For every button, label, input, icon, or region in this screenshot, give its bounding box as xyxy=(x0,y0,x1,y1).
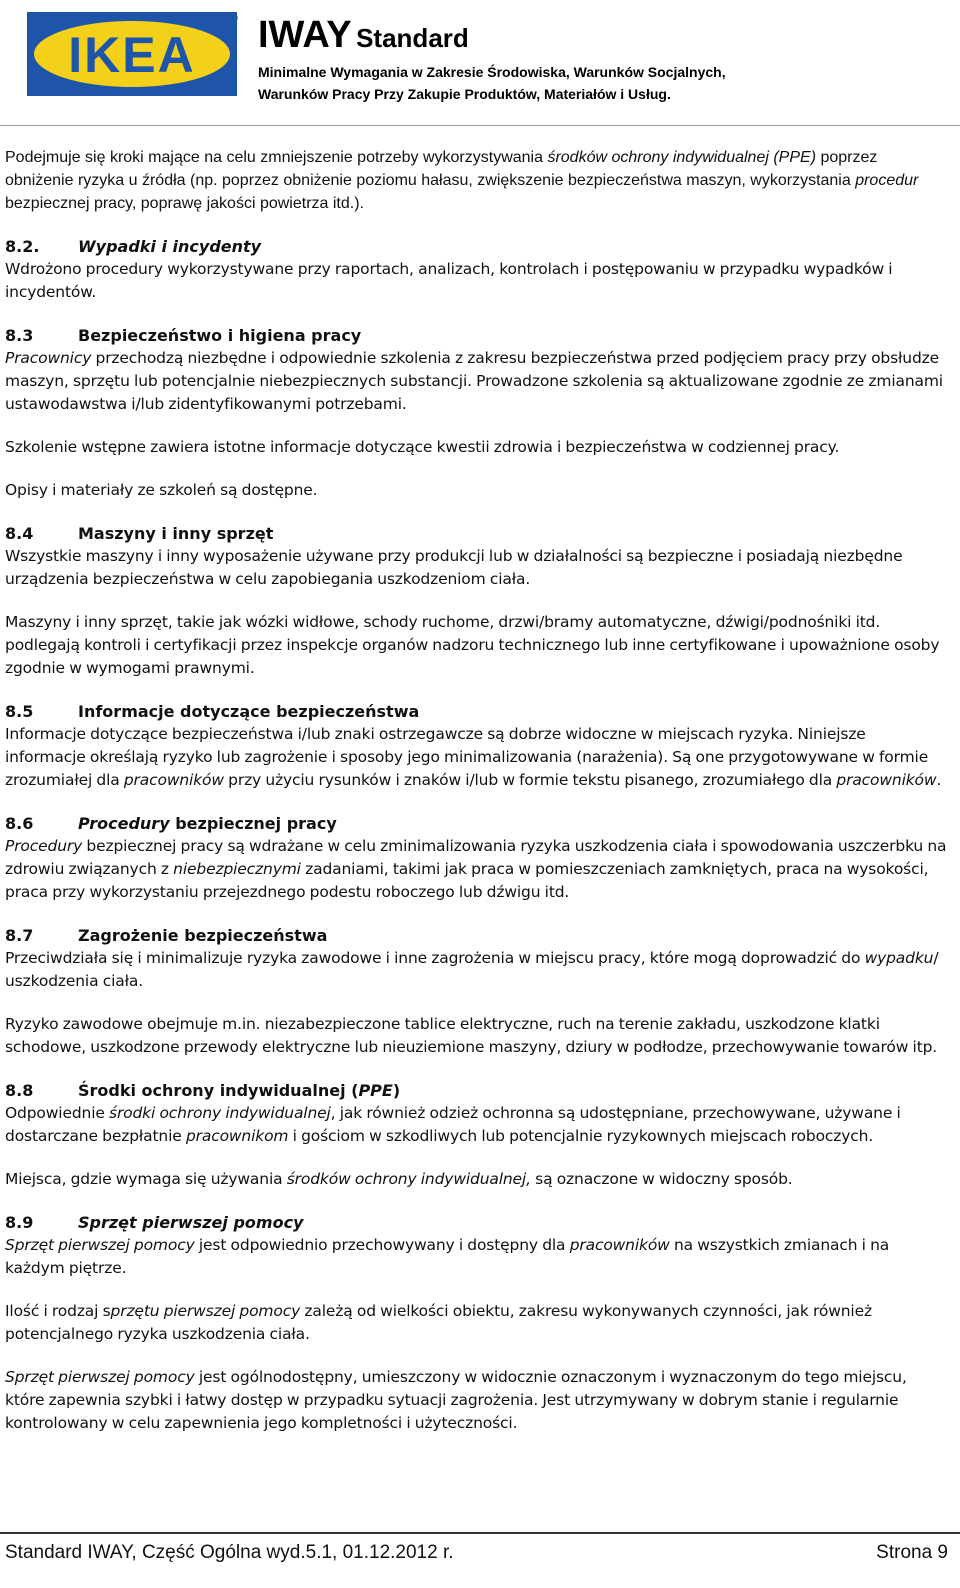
subtitle-line-1: Minimalne Wymagania w Zakresie Środowiska, Warunków Socjalnych, xyxy=(258,64,726,80)
section-8-5-heading: 8.5 Informacje dotyczące bezpieczeństwa xyxy=(5,702,420,721)
section-8-4-text-2: Maszyny i inny sprzęt, takie jak wózki widłowe, schody ruchome, drzwi/bramy automatyczne, dźwigi/podnośniki itd. podlegają kontroli i certyfikacji przez inspekcje organów nadzoru technicznego lub inne certyfikowane i upoważnione osoby zgodnie w wymogami prawnymi. xyxy=(5,613,940,677)
title-main: IWAY xyxy=(258,14,352,56)
section-8-5-text: Informacje dotyczące bezpieczeństwa i/lub znaki ostrzegawcze są dobrze widoczne w miejscach ryzyka. Niniejsze informacje określają ryzyko lub zagrożenie i sposoby jego minimalizowania (narażenia). Są one przygotowywane w formie zrozumiałej dla pracowników przy użyciu rysunków i znaków i/lub w formie tekstu pisanego, zrozumiałego dla pracowników. xyxy=(5,725,942,789)
section-8-9-heading: 8.9 Sprzęt pierwszej pomocy xyxy=(5,1213,304,1232)
section-8-2-text: Wdrożono procedury wykorzystywane przy raportach, analizach, kontrolach i postępowaniu w przypadku wypadków i incydentów. xyxy=(5,260,893,301)
footer-document-info: Standard IWAY, Część Ogólna wyd.5.1, 01.12.2012 r. xyxy=(5,1542,454,1563)
page-header xyxy=(0,0,960,128)
section-8-4-heading: 8.4 Maszyny i inny sprzęt xyxy=(5,524,274,543)
section-8-8-text-1: Odpowiednie środki ochrony indywidualnej, jak również odzież ochronna są udostępniane, przechowywane, używane i dostarczane bezpłatnie pracownikom i gościom w szkodliwych lub potencjalnie ryzykownych miejscach roboczych. xyxy=(5,1104,901,1145)
registered-mark: ® xyxy=(229,14,235,23)
logo-text: IKEA xyxy=(68,27,196,83)
section-8-3-text-1: Pracownicy przechodzą niezbędne i odpowiednie szkolenia z zakresu bezpieczeństwa przed podjęciem pracy przy obsłudze maszyn, sprzętu lub potencjalnie niebezpiecznych substancji. Prowadzone szkolenia są aktualizowane zgodnie ze zmianami ustawodawstwa i/lub zidentyfikowanymi potrzebami. xyxy=(5,349,943,413)
footer-divider xyxy=(0,1532,960,1534)
document-body xyxy=(5,146,950,1455)
section-8-9-text-3: Sprzęt pierwszej pomocy jest ogólnodostępny, umieszczony w widocznie oznaczonym i wyznaczonym do tego miejscu, które zapewnia szybki i łatwy dostęp w przypadku sytuacji zagrożenia. Jest utrzymywany w dobrym stanie i regularnie kontrolowany w celu zapewnienia jego kompletności i użyteczności. xyxy=(5,1368,907,1432)
title-sub: Standard xyxy=(356,23,469,53)
section-8-3-heading: 8.3 Bezpieczeństwo i higiena pracy xyxy=(5,326,362,345)
section-8-4-text-1: Wszystkie maszyny i inny wyposażenie używane przy produkcji lub w działalności są bezpieczne i posiadają niezbędne urządzenia bezpieczeństwa w celu zapobiegania uszkodzeniom ciała. xyxy=(5,547,903,588)
page-number: Strona 9 xyxy=(876,1542,948,1563)
subtitle-line-2: Warunków Pracy Przy Zakupie Produktów, Materiałów i Usług. xyxy=(258,86,671,102)
section-8-9-text-2: Ilość i rodzaj sprzętu pierwszej pomocy zależą od wielkości obiektu, zakresu wykonywanych czynności, jak również potencjalnego ryzyka uszkodzenia ciała. xyxy=(5,1302,872,1343)
section-8-8-heading: 8.8 Środki ochrony indywidualnej (PPE) xyxy=(5,1081,401,1100)
document-title xyxy=(258,14,469,57)
section-8-2-heading: 8.2. Wypadki i incydenty xyxy=(5,237,262,256)
section-8-6-heading: 8.6 Procedury bezpiecznej pracy xyxy=(5,814,337,833)
section-8-3-text-3: Opisy i materiały ze szkoleń są dostępne. xyxy=(5,481,318,499)
section-8-8-text-2: Miejsca, gdzie wymaga się używania środków ochrony indywidualnej, są oznaczone w widoczny sposób. xyxy=(5,1170,793,1188)
ikea-logo xyxy=(27,12,247,96)
section-8-6-text: Procedury bezpiecznej pracy są wdrażane w celu zminimalizowania ryzyka uszkodzenia ciała i spowodowania uszczerbku na zdrowiu związanych z niebezpiecznymi zadaniami, takimi jak praca w pomieszczeniach zamkniętych, praca na wysokości, praca przy wykorzystaniu przejezdnego podestu roboczego lub dźwigu itd. xyxy=(5,837,947,901)
section-8-7-heading: 8.7 Zagrożenie bezpieczeństwa xyxy=(5,926,328,945)
section-8-7-text-2: Ryzyko zawodowe obejmuje m.in. niezabezpieczone tablice elektryczne, ruch na terenie zakładu, uszkodzone klatki schodowe, uszkodzone przewody elektryczne lub nieuziemione maszyny, dziury w podłodze, przechowywanie towarów itp. xyxy=(5,1015,938,1056)
section-8-9-text-1: Sprzęt pierwszej pomocy jest odpowiednio przechowywany i dostępny dla pracowników na wszystkich zmianach i na każdym piętrze. xyxy=(5,1236,890,1277)
section-8-3-text-2: Szkolenie wstępne zawiera istotne informacje dotyczące kwestii zdrowia i bezpieczeństwa w codziennej pracy. xyxy=(5,438,840,456)
section-8-7-text-1: Przeciwdziała się i minimalizuje ryzyka zawodowe i inne zagrożenia w miejscu pracy, które mogą doprowadzić do wypadku/ uszkodzenia ciała. xyxy=(5,949,939,990)
intro-paragraph: Podejmuje się kroki mające na celu zmniejszenie potrzeby wykorzystywania środków ochrony indywidualnej (PPE) poprzez obniżenie ryzyka u źródła (np. poprzez obniżenie poziomu hałasu, zwiększenie bezpieczeństwa maszyn, wykorzystania procedur bezpiecznej pracy, poprawę jakości powietrza itd.). xyxy=(5,149,919,212)
header-divider xyxy=(0,125,960,126)
